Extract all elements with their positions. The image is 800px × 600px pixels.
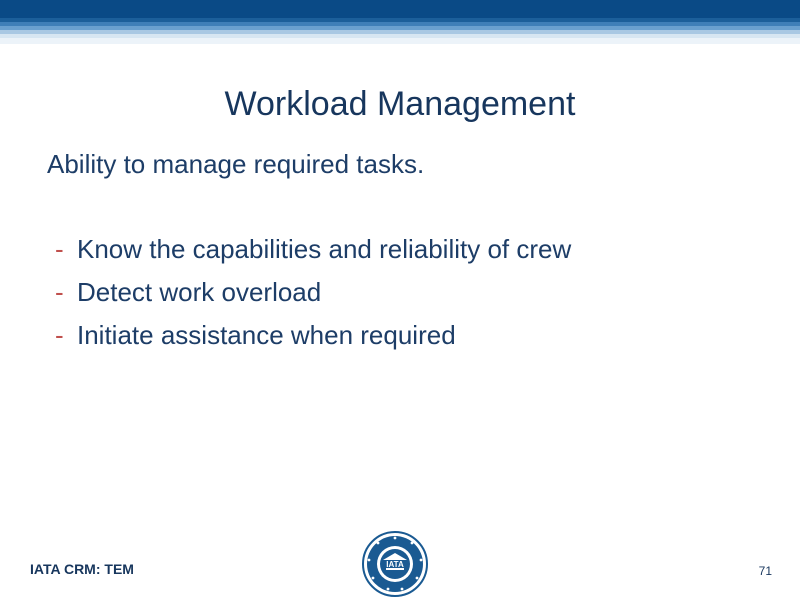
footer-course-label: IATA CRM: TEM <box>30 561 134 577</box>
slide-title: Workload Management <box>224 85 576 123</box>
bullet-text: Detect work overload <box>77 277 322 307</box>
bullet-text: Know the capabilities and reliability of crew <box>77 234 572 264</box>
slide-intro-text: Ability to manage required tasks. <box>47 149 425 179</box>
bullet-item-capabilities <box>55 231 571 274</box>
bullet-item-assistance <box>55 317 571 360</box>
bullet-dash: - <box>55 277 64 307</box>
bullet-dash: - <box>55 320 64 350</box>
iata-training-institute-seal-icon <box>362 531 428 597</box>
bullet-list <box>55 231 571 360</box>
page-number: 71 <box>758 564 772 578</box>
bullet-text: Initiate assistance when required <box>77 320 456 350</box>
top-decorative-band <box>0 0 800 44</box>
logo-center-text: IATA <box>386 560 404 569</box>
bullet-dash: - <box>55 234 64 264</box>
bullet-item-overload <box>55 274 571 317</box>
